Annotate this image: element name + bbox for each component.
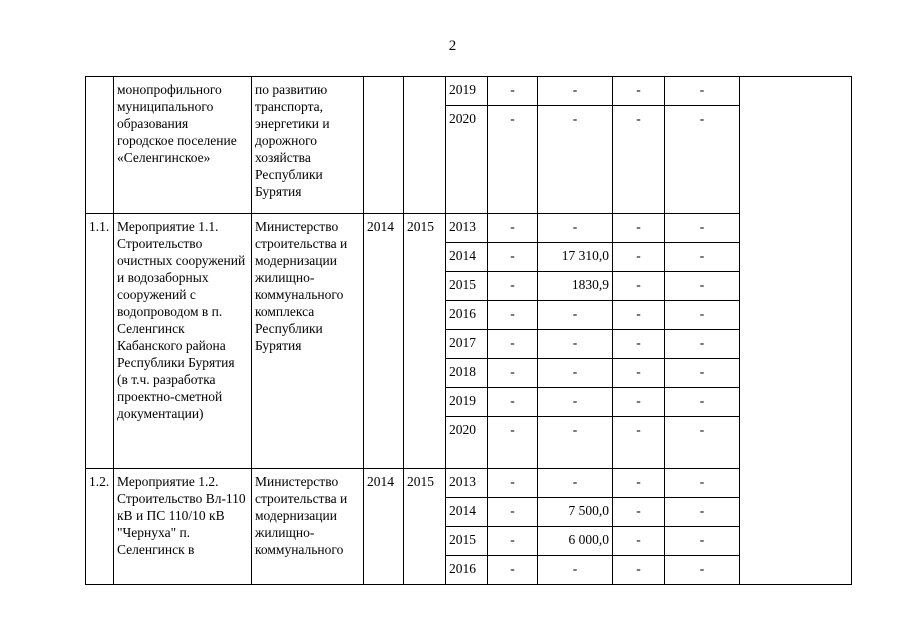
activity-number-cell: 1.1. [86,214,114,469]
page-number: 2 [448,38,457,54]
year-cell: 2016 [446,301,488,330]
value-cell: - [488,388,538,417]
value-cell: - [665,301,740,330]
table-row [86,77,852,106]
value-cell: - [488,330,538,359]
year-cell: 2019 [446,388,488,417]
year-cell: 2017 [446,330,488,359]
value-cell: - [613,243,665,272]
year-cell: 2018 [446,359,488,388]
start-year-cell: 2014 [364,214,404,469]
value-cell: 1830,9 [538,272,613,301]
value-cell: - [665,498,740,527]
value-cell: - [613,272,665,301]
value-cell: - [613,330,665,359]
value-cell: - [538,214,613,243]
value-cell: - [538,469,613,498]
value-cell: 17 310,0 [538,243,613,272]
value-cell: - [488,301,538,330]
year-cell: 2013 [446,214,488,243]
executor-cell: Министерство строительства и модернизации жилищно-коммунального комплекса Республики Бурятия [252,214,364,469]
year-cell: 2019 [446,77,488,106]
value-cell: - [488,498,538,527]
value-cell: - [538,359,613,388]
value-cell: - [538,388,613,417]
value-cell: - [538,301,613,330]
value-cell: - [488,106,538,214]
end-year-cell [404,77,446,214]
year-cell: 2013 [446,469,488,498]
value-cell: - [488,417,538,469]
value-cell: - [665,417,740,469]
year-cell: 2014 [446,243,488,272]
table-row [86,469,852,498]
value-cell: - [665,359,740,388]
activity-name-cell: монопрофильного муниципального образования городское поселение «Селенгинское» [114,77,252,214]
year-cell: 2020 [446,106,488,214]
value-cell: - [613,556,665,585]
value-cell: - [538,77,613,106]
value-cell: - [613,417,665,469]
value-cell: - [488,272,538,301]
value-cell: - [488,214,538,243]
year-cell: 2020 [446,417,488,469]
executor-cell: по развитию транспорта, энергетики и дорожного хозяйства Республики Бурятия [252,77,364,214]
notes-cell [740,77,852,585]
value-cell: - [665,388,740,417]
value-cell: - [665,527,740,556]
year-cell: 2015 [446,527,488,556]
value-cell: - [538,556,613,585]
end-year-cell: 2015 [404,214,446,469]
activity-number-cell: 1.2. [86,469,114,585]
end-year-cell: 2015 [404,469,446,585]
start-year-cell: 2014 [364,469,404,585]
value-cell: - [488,359,538,388]
executor-cell: Министерство строительства и модернизации жилищно-коммунального [252,469,364,585]
activity-name-cell: Мероприятие 1.1. Строительство очистных сооружений и водозаборных сооружений с водопроводом в п. Селенгинск Кабанского района Республики Бурятия (в т.ч. разработка проектно-сметной документации) [114,214,252,469]
year-cell: 2015 [446,272,488,301]
value-cell: - [488,527,538,556]
value-cell: - [538,330,613,359]
value-cell: - [665,106,740,214]
value-cell: - [538,417,613,469]
value-cell: - [488,556,538,585]
value-cell: - [613,106,665,214]
year-cell: 2016 [446,556,488,585]
value-cell: - [613,498,665,527]
value-cell: - [613,301,665,330]
value-cell: - [665,214,740,243]
program-activities-table [85,76,852,585]
start-year-cell [364,77,404,214]
activity-number-cell [86,77,114,214]
value-cell: - [613,388,665,417]
value-cell: 7 500,0 [538,498,613,527]
value-cell: - [538,106,613,214]
value-cell: - [665,330,740,359]
value-cell: 6 000,0 [538,527,613,556]
value-cell: - [613,359,665,388]
year-cell: 2014 [446,498,488,527]
activity-name-cell: Мероприятие 1.2. Строительство Вл-110 кВ и ПС 110/10 кВ "Чернуха" п. Селенгинск в [114,469,252,585]
value-cell: - [665,469,740,498]
value-cell: - [488,77,538,106]
value-cell: - [665,77,740,106]
table-row [86,214,852,243]
value-cell: - [613,214,665,243]
value-cell: - [613,469,665,498]
value-cell: - [613,77,665,106]
value-cell: - [665,272,740,301]
value-cell: - [488,469,538,498]
value-cell: - [613,527,665,556]
value-cell: - [665,243,740,272]
value-cell: - [665,556,740,585]
value-cell: - [488,243,538,272]
